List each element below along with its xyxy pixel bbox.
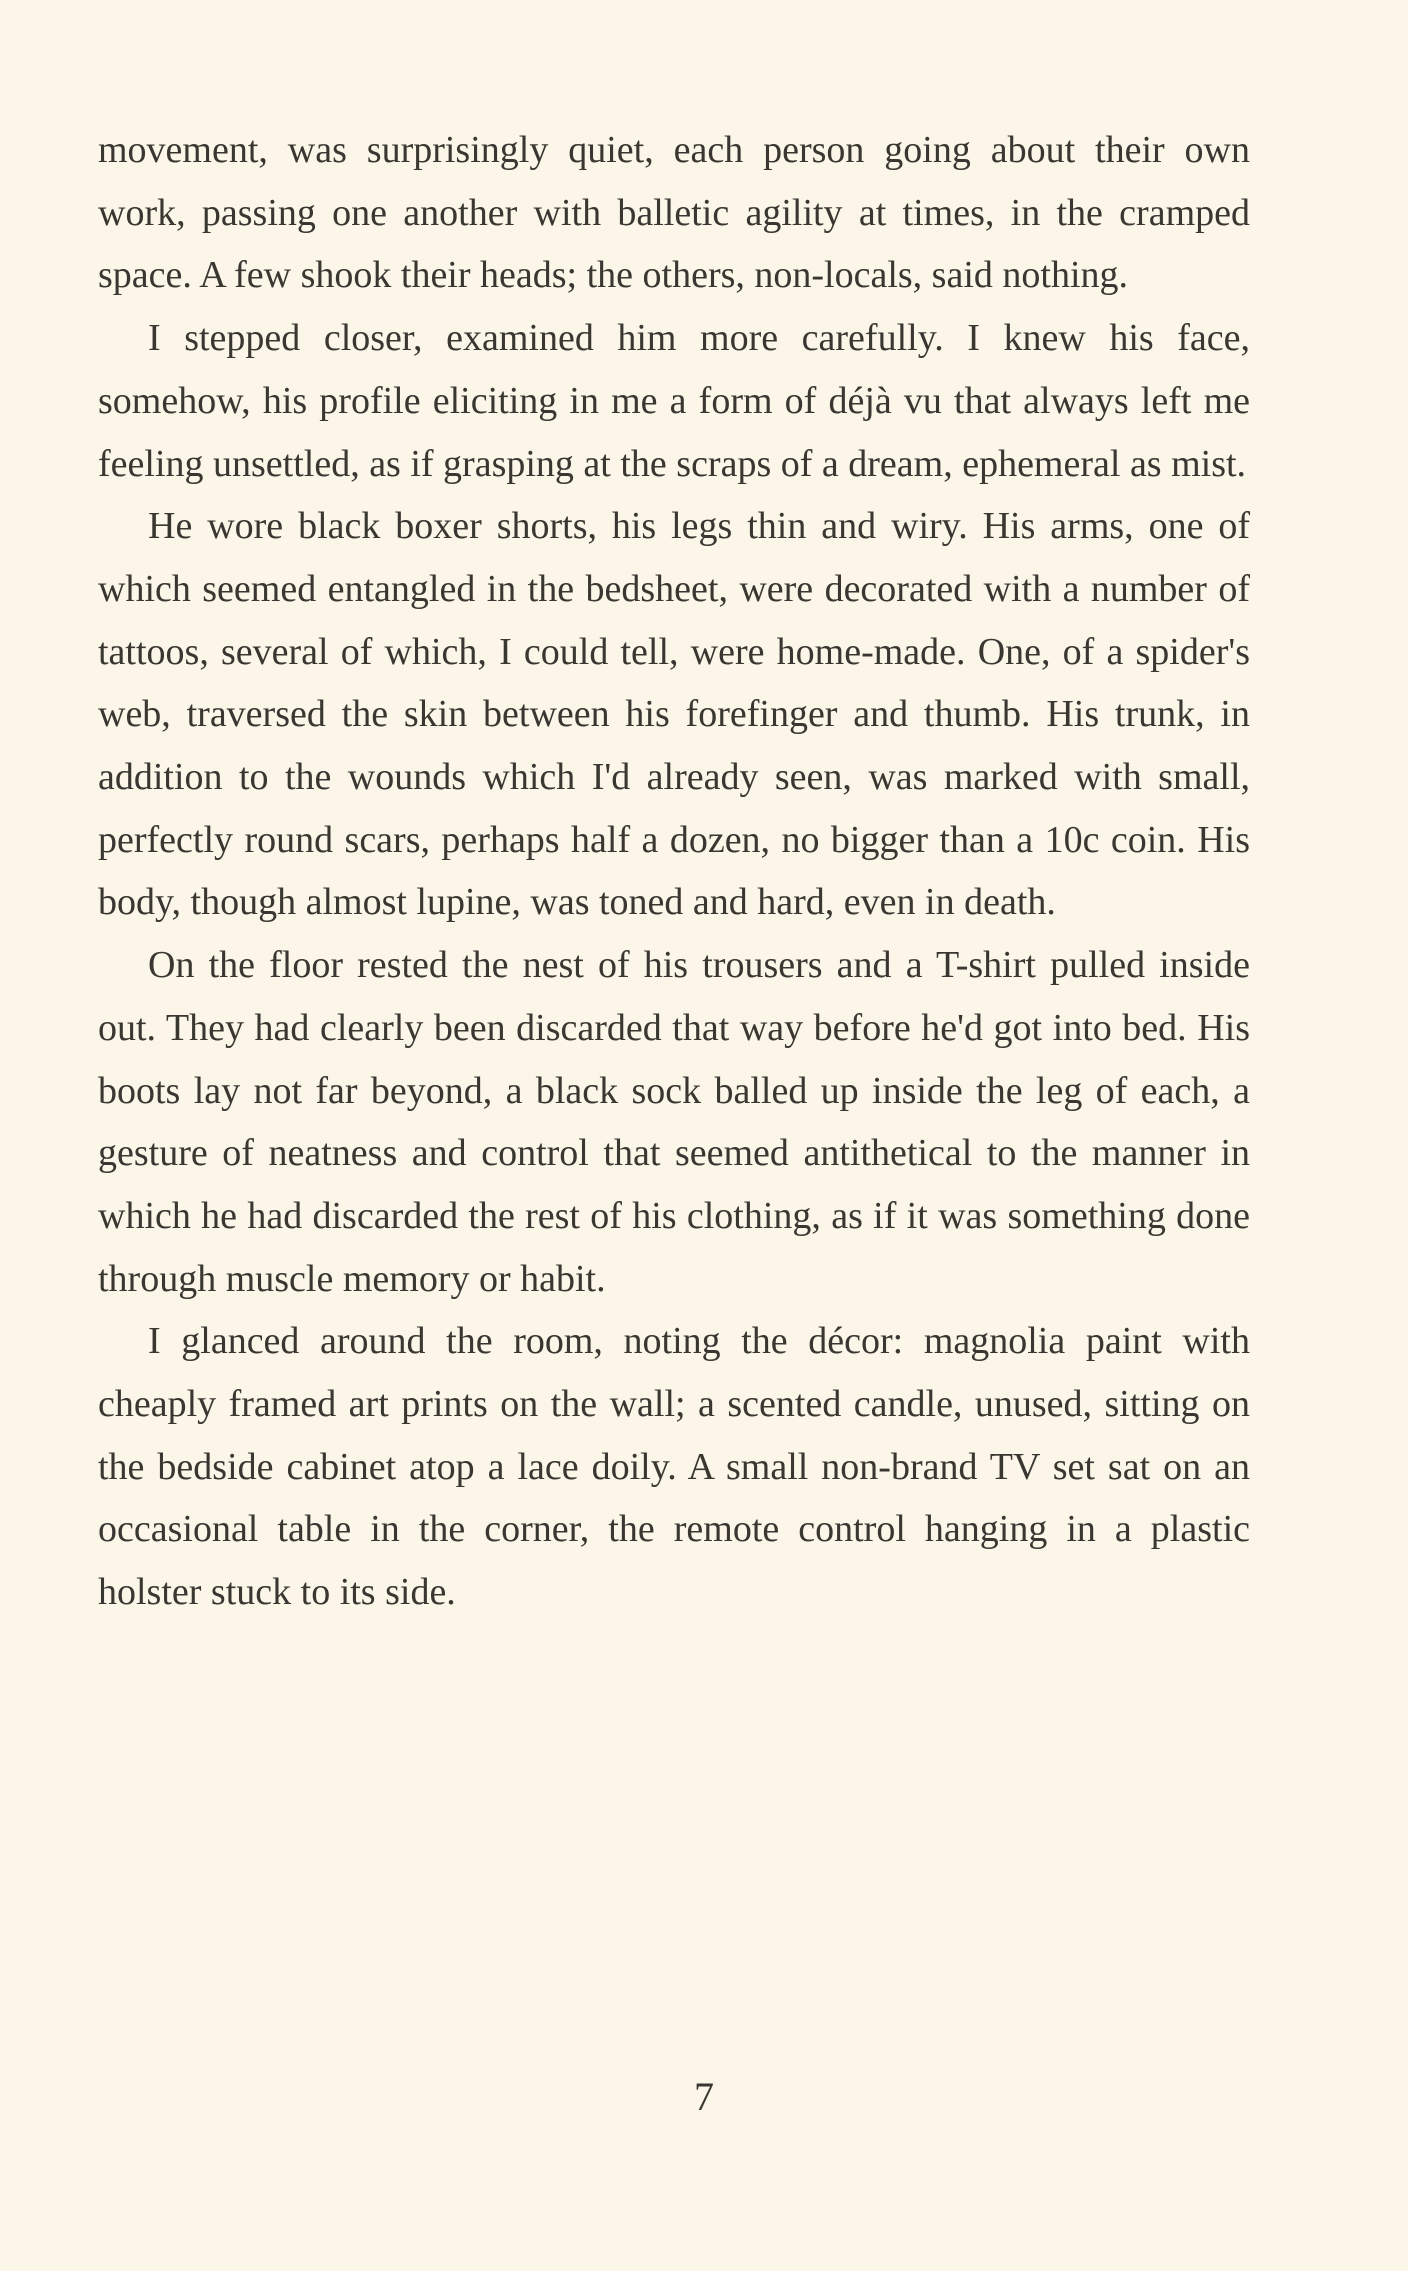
- paragraph-5: I glanced around the room, noting the décor: magnolia paint with cheaply framed art prints on the wall; a scented candle, unused, sitting on the bedside cabinet atop a lace doily. A small non-brand TV set sat on an occasional table in the corner, the remote control hanging in a plastic holster stuck to its side.: [98, 1320, 1250, 1614]
- paragraph-1: movement, was surprisingly quiet, each person going about their own work, passing one another with balletic agility at times, in the cramped space. A few shook their heads; the others, non-locals, said nothing.: [98, 129, 1250, 297]
- body-text: [98, 119, 1250, 1624]
- paragraph-4: On the floor rested the nest of his trousers and a T-shirt pulled inside out. They had clearly been discarded that way before he'd got into bed. His boots lay not far beyond, a black sock balled up inside the leg of each, a gesture of neatness and control that seemed antithetical to the manner in which he had discarded the rest of his clothing, as if it was something done through muscle memory or habit.: [98, 944, 1250, 1300]
- page-number: 7: [694, 2074, 714, 2119]
- paragraph-3: He wore black boxer shorts, his legs thin and wiry. His arms, one of which seemed entangled in the bedsheet, were decorated with a number of tattoos, several of which, I could tell, were home-made. One, of a spider's web, traversed the skin between his forefinger and thumb. His trunk, in addition to the wounds which I'd already seen, was marked with small, perfectly round scars, perhaps half a dozen, no bigger than a 10c coin. His body, though almost lupine, was toned and hard, even in death.: [98, 505, 1250, 924]
- paragraph-2: I stepped closer, examined him more carefully. I knew his face, somehow, his profile eliciting in me a form of déjà vu that always left me feeling unsettled, as if grasping at the scraps of a dream, ephemeral as mist.: [98, 317, 1250, 485]
